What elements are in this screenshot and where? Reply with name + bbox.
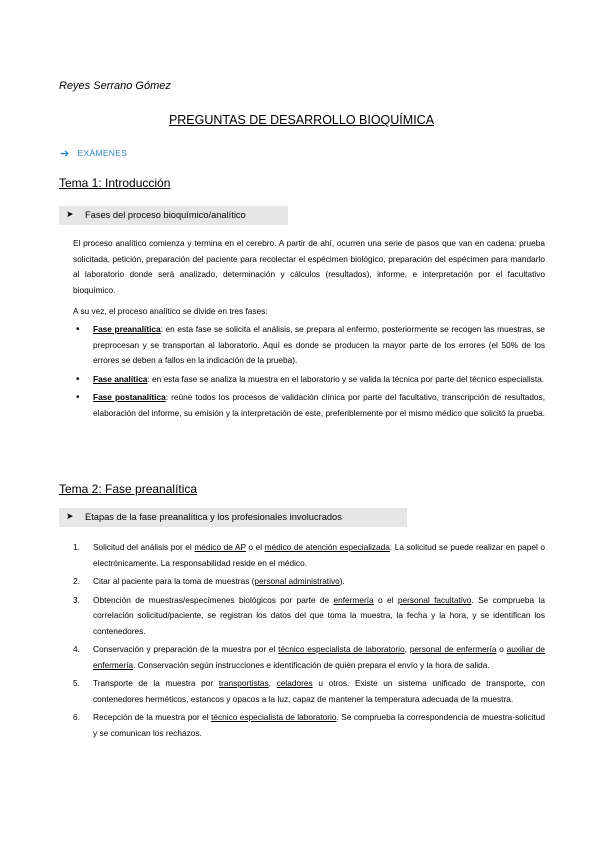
document-title: PREGUNTAS DE DESARROLLO BIOQUÍMICA: [168, 113, 435, 127]
steps-list: [73, 540, 545, 744]
arrow-right-icon: ➔: [60, 148, 70, 160]
triangle-bullet-icon: ➤: [66, 209, 74, 219]
tema1-phases-intro: A su vez, el proceso analítico se divide en tres fases:: [73, 306, 268, 316]
list-item: 1. Solicitud del análisis por el médico de AP o el médico de atención especializada. La solicitud se puede realizar en papel o electrónicamente. La responsabilidad reside en el médico.: [73, 542, 545, 568]
list-item: 2. Citar al paciente para la toma de muestras (personal administrativo).: [73, 576, 345, 586]
tema1-intro-paragraph: El proceso analítico comienza y termina en el cerebro. A partir de ahí, ocurren una serie de pasos que van en cadena: prueba solicitada, petición, preparación del paciente para recolectar el espécimen biológico, preparación del espécimen para mandarlo al laboratorio donde será analizado, determinación y cálculos (resultados), informe, e interpretación por el facultativo bioquímico.: [73, 238, 545, 295]
list-item: 4. Conservación y preparación de la muestra por el técnico especialista de laboratorio, personal de enfermería o auxiliar de enfermería. Conservación según instrucciones e identificación de quién prepara el envío y la hora de salida.: [73, 644, 545, 670]
list-item: 6. Recepción de la muestra por el técnico especialista de laboratorio. Se comprueba la correspondencia de muestra-solicitud y se comunican los rechazos.: [73, 712, 545, 738]
exams-label: EXÁMENES: [77, 148, 128, 158]
exams-tag: [60, 146, 127, 159]
bullet-dot-icon: •: [76, 392, 80, 403]
list-item: 5. Transporte de la muestra por transportistas, celadores u otros. Existe un sistema unificado de transporte, con contenedores herméticos, estancos y opacos a la luz, capaz de mantener la temperatura adecuada de la muestra.: [73, 678, 545, 704]
triangle-bullet-icon: ➤: [66, 511, 74, 521]
bullet-dot-icon: •: [76, 373, 80, 385]
phase-term: Fase postanalítica: [93, 392, 166, 402]
tema2-section-title: Etapas de la fase preanalítica y los profesionales involucrados: [85, 512, 342, 522]
phase-term: Fase analítica: [93, 373, 148, 384]
list-item: 3. Obtención de muestras/especímenes biológicos por parte de enfermería o el personal facultativo. Se comprueba la correlación solicitud/paciente, se registran los datos del que toma la muestra, la fecha y la hora, y se identifican los contenedores.: [73, 594, 545, 636]
phase-text: : reúne todos los procesos de validación clínica por parte del facultativo, transcripción de resultados, elaboración del informe, su emisión y la interpretación de este, preferiblemente por el mismo médico que solicitó la prueba.: [93, 392, 546, 418]
tema2-section-box: [59, 508, 407, 527]
tema1-section-box: [59, 206, 288, 225]
tema2-heading: Tema 2: Fase preanalítica: [59, 482, 198, 496]
bullet-dot-icon: •: [76, 324, 80, 335]
phase-text: : en esta fase se solicita el análisis, se prepara al enfermo, posteriormente se recogen las muestras, se preprocesan y se transportan al laboratorio. Aquí es donde se producen la mayor parte de los errores (el 50% de los errores se deben a fallos en la indicación de la prueba).: [93, 324, 545, 365]
tema1-section-title: Fases del proceso bioquímico/analítico: [85, 210, 246, 220]
tema1-heading: Tema 1: Introducción: [59, 176, 171, 190]
list-item: [73, 390, 545, 421]
author-name: Reyes Serrano Gómez: [59, 80, 171, 92]
phase-text: : en esta fase se analiza la muestra en el laboratorio y se valida la técnica por parte del técnico especialista.: [147, 373, 545, 384]
phase-term: Fase preanalítica: [93, 324, 161, 334]
list-item: [73, 372, 545, 388]
list-item: [73, 322, 545, 369]
phases-list: [73, 322, 545, 424]
